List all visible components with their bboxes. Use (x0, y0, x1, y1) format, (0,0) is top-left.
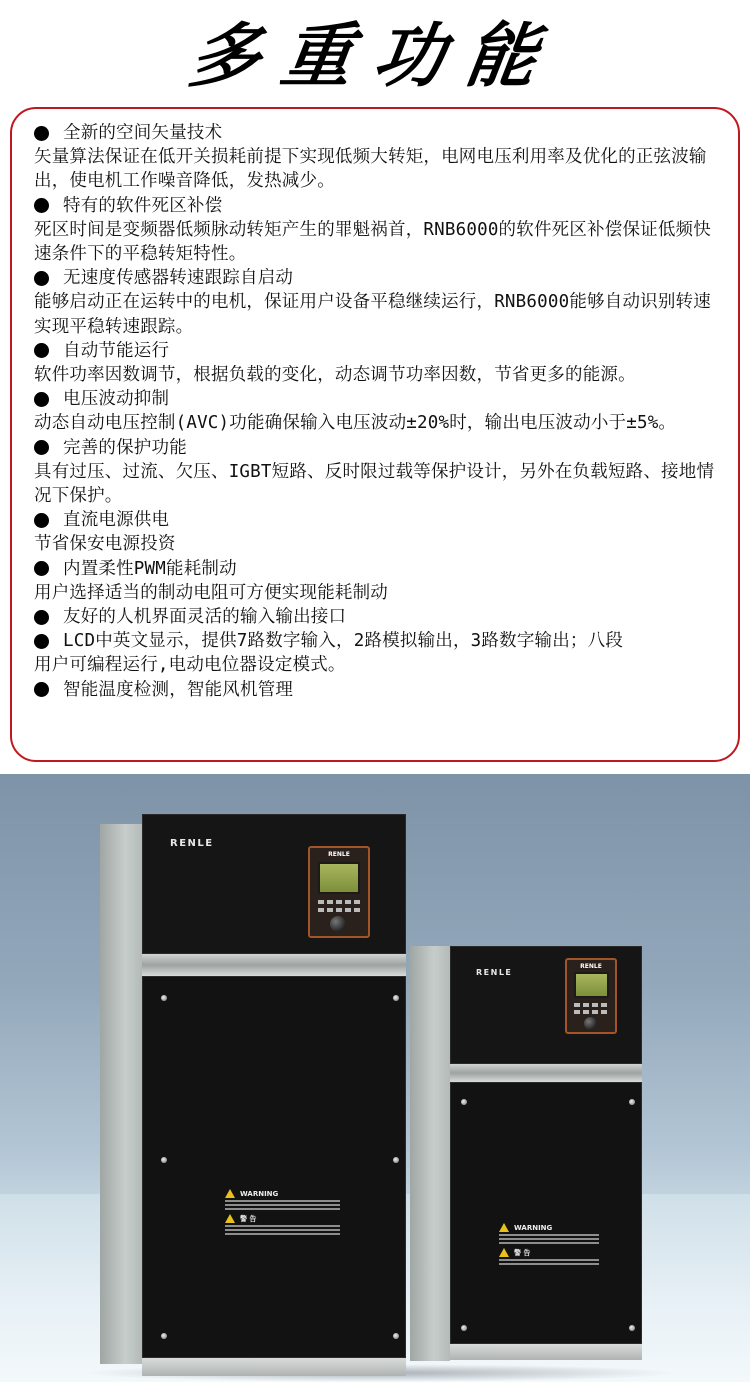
large-cabinet-brand: RENLE (170, 838, 214, 849)
warning-cn-text: 警 告 (240, 1214, 257, 1223)
large-keypad-lcd (318, 862, 360, 894)
bullet-icon (34, 392, 49, 407)
feature-title (34, 629, 718, 653)
small-keypad-keys-row1 (574, 1003, 609, 1007)
feature-description: 动态自动电压控制(AVC)功能确保输入电压波动±20%时，输出电压波动小于±5%。 (34, 413, 677, 434)
feature-title-text: LCD中英文显示，提供7路数字输入，2路模拟输出，3路数字输出；八段 (63, 631, 624, 652)
feature-title (34, 121, 718, 145)
warning-icon (225, 1214, 235, 1223)
large-keypad-keys-row2 (318, 908, 360, 912)
feature-title (34, 557, 718, 581)
bullet-icon (34, 440, 49, 455)
screw (461, 1099, 467, 1105)
feature-title-text: 全新的空间矢量技术 (63, 123, 223, 143)
feature-title (34, 436, 718, 460)
feature-panel (10, 107, 740, 762)
feature-description: 具有过压、过流、欠压、IGBT短路、反时限过载等保护设计，另外在负载短路、接地情况下保护。 (34, 461, 715, 507)
feature-title-text: 直流电源供电 (63, 510, 170, 531)
bullet-icon (34, 634, 49, 649)
large-cabinet-side (100, 824, 142, 1364)
bullet-icon (34, 271, 49, 286)
screw (393, 1333, 399, 1339)
feature-description: 能够启动正在运转中的电机，保证用户设备平稳继续运行，RNB6000能够自动识别转速实现平稳转速跟踪。 (34, 292, 711, 337)
small-cabinet-base (450, 1344, 642, 1360)
warning-icon (499, 1248, 509, 1257)
large-keypad-keys-row1 (318, 900, 360, 904)
small-cabinet-band (450, 1064, 642, 1082)
screw (393, 995, 399, 1001)
bullet-icon (34, 198, 49, 213)
small-inverter-cabinet (410, 934, 650, 1374)
large-cabinet-base (142, 1358, 406, 1376)
screw (461, 1325, 467, 1331)
small-keypad-brand: RENLE (580, 963, 602, 970)
small-keypad-lcd (574, 972, 609, 998)
screw (161, 995, 167, 1001)
feature-title (34, 605, 718, 629)
feature-item (34, 266, 718, 339)
page-title: 多重功能 (184, 13, 565, 97)
feature-title (34, 339, 718, 363)
small-keypad-keys-row2 (574, 1010, 609, 1014)
feature-title-text: 完善的保护功能 (63, 437, 187, 458)
large-keypad-knob (330, 916, 346, 932)
bullet-icon (34, 513, 49, 528)
feature-item (34, 387, 718, 435)
feature-item (34, 121, 718, 194)
feature-title-text: 智能温度检测，智能风机管理 (63, 679, 294, 700)
large-keypad-brand: RENLE (328, 851, 350, 858)
feature-description: 节省保安电源投资 (34, 534, 176, 555)
feature-title (34, 194, 718, 218)
small-cabinet-keypad (565, 958, 617, 1034)
feature-title-text: 无速度传感器转速跟踪自启动 (63, 268, 294, 289)
feature-title-text: 内置柔性PWM能耗制动 (63, 558, 237, 579)
feature-item (34, 678, 718, 702)
small-cabinet-side (410, 946, 450, 1361)
bullet-icon (34, 126, 49, 141)
large-cabinet-band (142, 954, 406, 976)
large-cabinet-door (142, 976, 406, 1358)
small-keypad-knob (584, 1017, 597, 1030)
feature-item (34, 194, 718, 267)
bullet-icon (34, 343, 49, 358)
feature-description: 软件功率因数调节，根据负载的变化，动态调节功率因数，节省更多的能源。 (34, 365, 636, 386)
screw (161, 1157, 167, 1163)
feature-description: 用户选择适当的制动电阻可方便实现能耗制动 (34, 582, 388, 603)
feature-title-text: 特有的软件死区补偿 (63, 195, 223, 216)
screw (393, 1157, 399, 1163)
feature-title-text: 电压波动抑制 (63, 389, 170, 410)
feature-item (34, 436, 718, 509)
screw (629, 1325, 635, 1331)
feature-title-text: 友好的人机界面灵活的输入输出接口 (63, 607, 347, 628)
feature-title (34, 387, 718, 411)
small-cabinet-door (450, 1082, 642, 1344)
bullet-icon (34, 610, 49, 625)
bullet-icon (34, 561, 49, 576)
feature-description: 用户可编程运行,电动电位器设定模式。 (34, 655, 346, 676)
warning-label-text: WARNING (514, 1223, 553, 1232)
feature-title-text: 自动节能运行 (63, 340, 170, 361)
feature-item (34, 508, 718, 556)
warning-icon (499, 1223, 509, 1232)
feature-title (34, 508, 718, 532)
feature-description: 矢量算法保证在低开关损耗前提下实现低频大转矩，电网电压利用率及优化的正弦波输出，使电机工作噪音降低，发热减少。 (34, 147, 707, 192)
feature-title (34, 266, 718, 290)
warning-label-text: WARNING (240, 1189, 279, 1198)
feature-item (34, 339, 718, 387)
large-warning-label (225, 1189, 340, 1237)
feature-description: 死区时间是变频器低频脉动转矩产生的罪魁祸首，RNB6000的软件死区补偿保证低频快速条件下的平稳转矩特性。 (34, 219, 711, 265)
bullet-icon (34, 682, 49, 697)
feature-item (34, 629, 718, 677)
warning-cn-text: 警 告 (514, 1248, 531, 1257)
small-cabinet-brand: RENLE (476, 968, 513, 977)
product-photo (0, 774, 750, 1382)
feature-title (34, 678, 718, 702)
feature-item (34, 605, 718, 629)
large-cabinet-keypad (308, 846, 370, 938)
screw (629, 1099, 635, 1105)
warning-icon (225, 1189, 235, 1198)
feature-item (34, 557, 718, 605)
large-inverter-cabinet (100, 804, 410, 1379)
screw (161, 1333, 167, 1339)
small-warning-label (499, 1223, 599, 1267)
feature-list (34, 121, 718, 702)
